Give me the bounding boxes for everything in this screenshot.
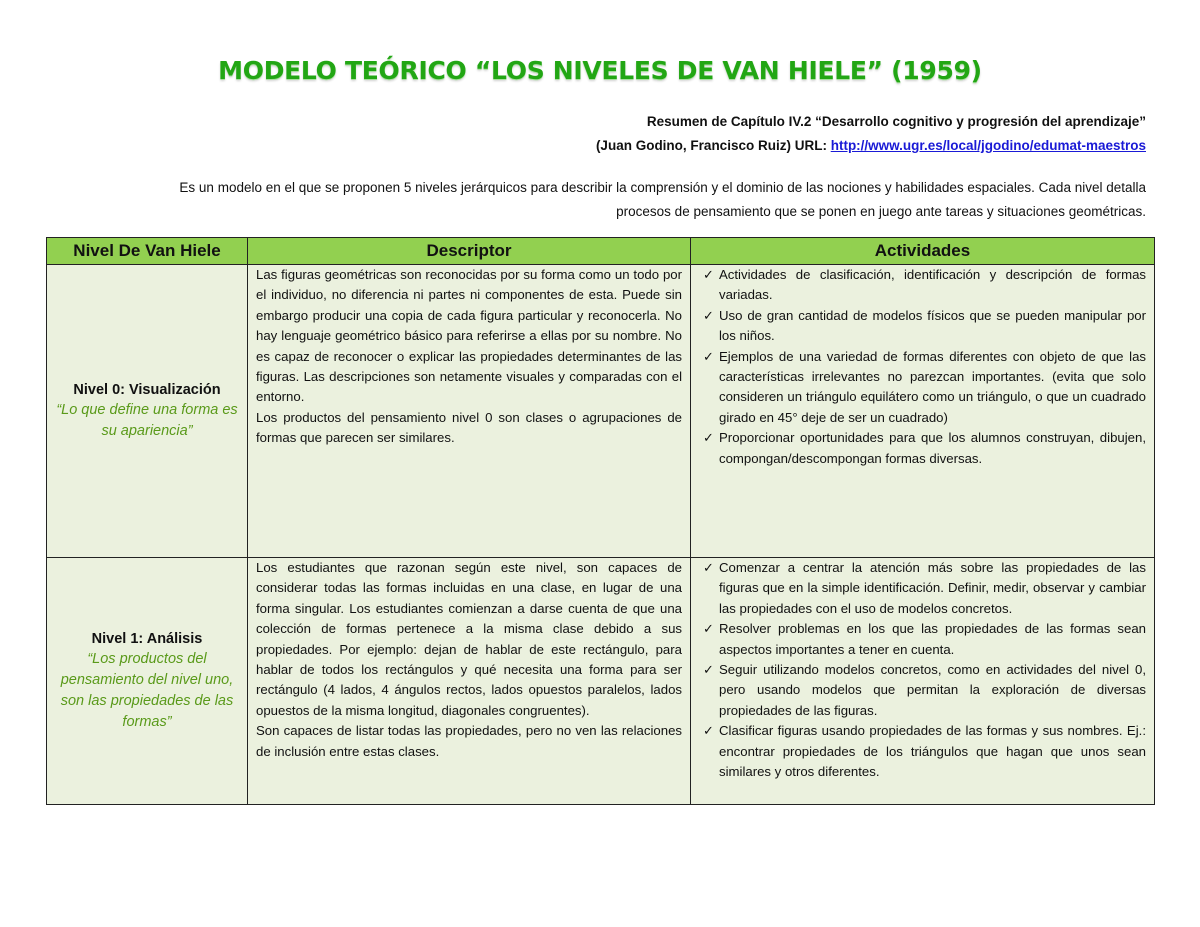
list-item [705,619,1146,660]
activities-list [705,265,1146,469]
checkmark-icon: ✓ [703,267,714,282]
descriptor-paragraph: Son capaces de listar todas las propiedades, pero no ven las relaciones de inclusión entre estas clases. [256,723,682,759]
activity-text: Clasificar figuras usando propiedades de las formas y sus nombres. Ej.: encontrar propiedades de los triángulos que hagan que unos sean similares y otros diferentes. [719,723,1146,780]
table-header-row [47,238,1155,265]
checkmark-icon: ✓ [703,723,714,739]
header-activities: Actividades [691,238,1155,265]
checkmark-icon: ✓ [703,621,714,637]
header-level: Nivel De Van Hiele [47,238,248,265]
level-quote: “Lo que define una forma es su apariencia” [56,402,238,440]
activities-cell [691,558,1155,805]
level-name: Nivel 0: Visualización [73,381,221,398]
level-quote: “Los productos del pensamiento del nivel uno, son las propiedades de las formas” [60,651,234,731]
descriptor-paragraph: Los productos del pensamiento nivel 0 son clases o agrupaciones de formas que parecen ser similares. [256,409,682,446]
checkmark-icon: ✓ [703,560,714,575]
activity-text: Actividades de clasificación, identificación y descripción de formas variadas. [719,267,1146,303]
intro-line-1: Es un modelo en el que se proponen 5 niveles jerárquicos para describir la comprensión y el dominio de las nociones y habilidades espaciales. Cada nivel detalla [179,180,1146,195]
list-item [705,428,1146,469]
checkmark-icon: ✓ [703,307,714,323]
list-item [705,721,1146,782]
activity-text: Proporcionar oportunidades para que los alumnos construyan, dibujen, compongan/descompongan formas diversas. [719,430,1146,466]
descriptor-paragraph: Las figuras geométricas son reconocidas por su forma como un todo por el individuo, no diferencia ni partes ni componentes de esta. Puede sin embargo producir una copia de cada figura particular y reconocerla. No hay lenguaje geométrico básico para referirse a ellas por su nombre. No es capaz de reconocer o explicar las propiedades determinantes de las figuras. Las descripciones son netamente visuales y comparadas con el entorno. [256,267,682,405]
activity-text: Ejemplos de una variedad de formas diferentes con objeto de que las características irrelevantes no parezcan importantes. (evita que solo consideren un triángulo equilátero como un triángulo, o que un cuadrado girado en 45° deje de ser un cuadrado) [719,348,1146,425]
level-cell [47,265,248,558]
intro-line-2: procesos de pensamiento que se ponen en juego ante tareas y situaciones geométricas. [616,204,1146,219]
header-descriptor: Descriptor [248,238,691,265]
list-item [705,558,1146,619]
intro-paragraph [46,176,1146,224]
activities-cell [691,265,1155,558]
descriptor-cell [248,265,691,558]
page-title: MODELO TEÓRICO “LOS NIVELES DE VAN HIELE” (1959) [218,56,982,85]
checkmark-icon: ✓ [703,662,714,678]
activity-text: Uso de gran cantidad de modelos físicos que se pueden manipular por los niños. [719,307,1146,344]
authors-url-line [246,138,1146,153]
descriptor-cell [248,558,691,805]
activity-text: Comenzar a centrar la atención más sobre las propiedades de las figuras que en la simple identificación. Definir, medir, observar y cambiar las propiedades con el uso de modelos concretos. [719,560,1146,616]
table-row [47,558,1155,805]
checkmark-icon: ✓ [703,430,714,446]
checkmark-icon: ✓ [703,348,714,364]
list-item [705,265,1146,306]
table-row [47,265,1155,558]
list-item [705,660,1146,721]
level-name: Nivel 1: Análisis [91,630,203,647]
van-hiele-table [46,237,1155,805]
source-line: Resumen de Capítulo IV.2 “Desarrollo cognitivo y progresión del aprendizaje” [646,114,1146,129]
activity-text: Resolver problemas en los que las propiedades de las formas sean aspectos importantes a tener en cuenta. [719,621,1146,657]
level-cell [47,558,248,805]
descriptor-paragraph: Los estudiantes que razonan según este nivel, son capaces de considerar todas las formas incluidas en una clase, en lugar de una forma singular. Los estudiantes comienzan a darse cuenta de que una colección de formas pertenece a la misma clase debido a sus propiedades. Por ejemplo: dejan de hablar de este rectángulo, para hablar de todos los rectángulos y qué necesita una forma para ser rectángulo (4 lados, 4 ángulos rectos, lados opuestos paralelos, lados opuestos de la misma longitud, diagonales congruentes). [256,560,682,718]
authors-label: (Juan Godino, Francisco Ruiz) URL: [595,138,831,153]
activity-text: Seguir utilizando modelos concretos, como en actividades del nivel 0, pero usando modelos que permitan la exploración de diversas propiedades de las figuras. [719,662,1146,718]
activities-list [705,558,1146,782]
list-item [705,306,1146,347]
source-url-link[interactable]: http://www.ugr.es/local/jgodino/edumat-maestros [830,138,1146,153]
list-item [705,347,1146,429]
